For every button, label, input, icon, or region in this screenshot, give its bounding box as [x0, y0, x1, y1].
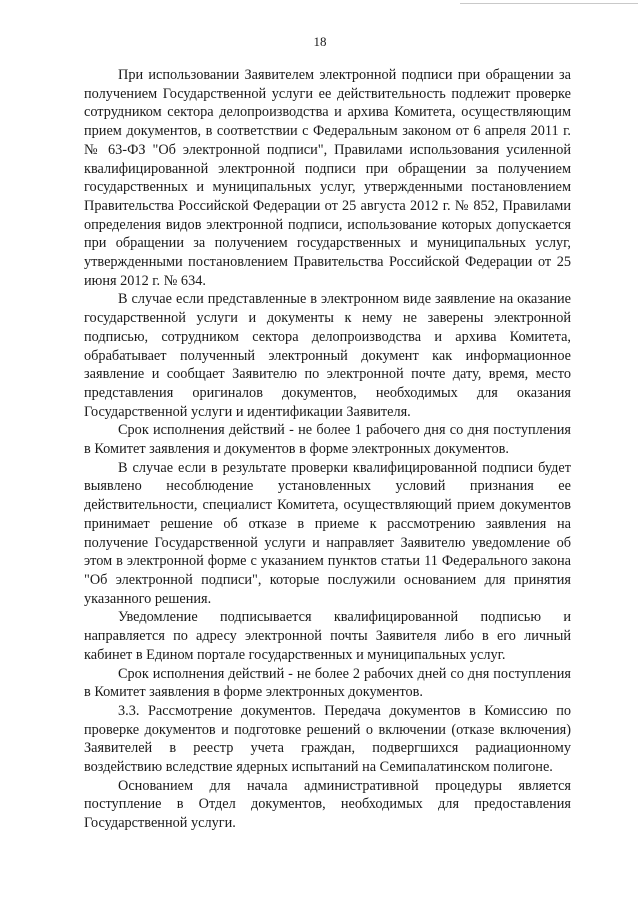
paragraph-electronic-signature-check: При использовании Заявителем электронной подписи при обращении за получением Государственной услуги ее действительность подлежит проверке сотрудником сектора делопроизводства и архива Комитета, осуществляющим прием документов, в соответствии с Федеральным законом от 6 апреля 2011 г. № 63-ФЗ "Об электронной подписи", Правилами использования усиленной квалифицированной электронной подписи при обращении за получением государственных и муниципальных услуг, утвержденными постановлением Правительства Российской Федерации от 25 августа 2012 г. № 852, Правилами определения видов электронной подписи, использование которых допускается при обращении за получением государственных и муниципальных услуг, утвержденными постановлением Правительства Российской Федерации от 25 июня 2012 г. № 634. — [84, 67, 571, 289]
paragraph-deadline-one-day: Срок исполнения действий - не более 1 рабочего дня со дня поступления в Комитет заявления и документов в форме электронных документов. — [84, 422, 571, 458]
paragraph-unsigned-documents: В случае если представленные в электронном виде заявление на оказание государственной услуги и документы к нему не заверены электронной подписью, сотрудником сектора делопроизводства и архива Комитета, обрабатывает полученный электронный документ как информационное заявление и сообщает Заявителю по электронной почте дату, время, место представления оригиналов документов, необходимых для оказания Государственной услуги и идентификации Заявителя. — [84, 291, 571, 420]
paragraph-section-3-3: 3.3. Рассмотрение документов. Передача документов в Комиссию по проверке документов и подготовке решений о включении (отказе включения) Заявителей в реестр учета граждан, подвергшихся радиационному воздействию вследствие ядерных испытаний на Семипалатинском полигоне. — [84, 702, 571, 776]
paragraph-signature-invalid: В случае если в результате проверки квалифицированной подписи будет выявлено несоблюдение установленных условий признания ее действительности, специалист Комитета, осуществляющий прием документов принимает решение об отказе в приеме к рассмотрению заявления на получение Государственной услуги и направляет Заявителю уведомление об этом в электронной форме с указанием пунктов статьи 11 Федерального закона "Об электронной подписи", которые послужили основанием для принятия указанного решения. — [84, 459, 571, 607]
page-number: 18 — [313, 34, 327, 49]
top-edge-line — [460, 3, 638, 4]
paragraph-procedure-basis: Основанием для начала административной процедуры является поступление в Отдел документов, необходимых для предоставления Государственной услуги. — [84, 777, 571, 832]
paragraph-deadline-two-days: Срок исполнения действий - не более 2 рабочих дней со дня поступления в Комитет заявления в форме электронных документов. — [84, 665, 571, 701]
document-body — [84, 66, 571, 833]
paragraph-notification: Уведомление подписывается квалифицированной подписью и направляется по адресу электронной почты Заявителя либо в его личный кабинет в Едином портале государственных и муниципальных услуг. — [84, 609, 571, 663]
